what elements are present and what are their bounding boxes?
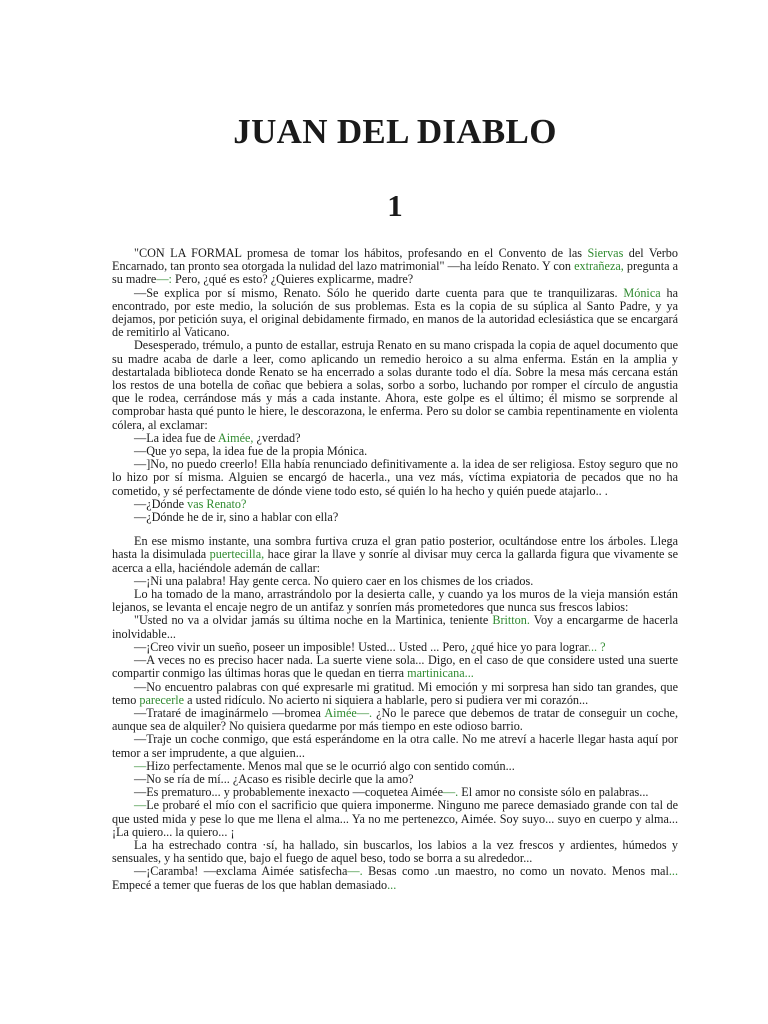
highlighted-text: —. (442, 785, 459, 800)
highlighted-text: parecerle (139, 692, 185, 707)
chapter-text (112, 247, 678, 892)
paragraph (112, 588, 678, 614)
text-segment: —]No, no puedo creerlo! Ella había renunciado definitivamente a. la idea de ser religiosa. Estoy seguro que no lo hizo por sí misma. Alguien se encargó de hacerla., una vez más, víctima expiatoria de pecados que no ha cometido, y sé perfectamente de dónde viene todo esto, sé quién lo ha hecho y quién puede atajarlo.. . (112, 457, 678, 498)
paragraph (112, 839, 678, 865)
paragraph (112, 511, 678, 524)
highlighted-text: — (134, 758, 147, 773)
highlighted-text: vas Renato? (187, 496, 247, 511)
text-segment: Desesperado, trémulo, a punto de estallar, estruja Renato en su mano crispada la copia de aquel documento que su madre acaba de darle a leer, como aplicando un remedio heroico a su alma enferma. Están en la amplia y destartalada biblioteca donde Renato se ha encerrado a solas durante todo el día. Sobre la mesa más cercana están los restos de una botella de coñac que bebiera a solas, sorbo a sorbo, luchando por romper el círculo de angustia que le rodea, cerrándose más y más a cada instante. Ahora, este golpe es el último; él mismo se sorprende al comprobar hasta qué punto le hiere, le descorazona, le enferma. Pero su dolor se cambia repentinamente en violenta cólera, al exclamar: (112, 338, 678, 432)
text-segment: "CON LA FORMAL promesa de tomar los hábitos, profesando en el Convento de las (134, 246, 588, 260)
highlighted-text: — (134, 798, 147, 813)
text-segment: Empecé a temer que fueras de los que hablan demasiado (112, 877, 388, 892)
text-segment: —¡Ni una palabra! Hay gente cerca. No quiero caer en los chismes de los criados. (134, 573, 534, 588)
paragraph (112, 339, 678, 431)
paragraph (112, 707, 678, 733)
highlighted-text: Mónica (623, 285, 661, 300)
text-segment: —Es prematuro... y probablemente inexacto —coquetea Aimée (134, 785, 443, 800)
text-segment: del Verbo Encarnado, tan pronto sea otorgada la nulidad del lazo matrimonial" —ha leído Renato. Y con (112, 246, 678, 274)
paragraph (112, 535, 678, 575)
text-segment: —¿Dónde he de ir, sino a hablar con ella? (134, 510, 339, 525)
highlighted-text: Aimée, (217, 430, 254, 445)
highlighted-text: Aimée—. (324, 705, 373, 720)
text-segment: Hizo perfectamente. Menos mal que se le ocurrió algo con sentido común... (146, 758, 515, 773)
text-segment: —No se ría de mí... ¿Acaso es risible decirle que la amo? (134, 771, 414, 786)
text-segment: —No encuentro palabras con qué expresarle mi gratitud. Mi emoción y mi sorpresa han sido tan grandes, que temo (112, 679, 678, 707)
text-segment: —Que yo sepa, la idea fue de la propia Mónica. (134, 444, 368, 459)
highlighted-text: Britton. (492, 613, 530, 628)
text-segment: En ese mismo instante, una sombra furtiva cruza el gran patio posterior, ocultándose entre los árboles. Llega hasta la disimulada (112, 534, 678, 562)
highlighted-text: —. (347, 864, 363, 879)
paragraph (112, 458, 678, 498)
text-segment: a usted ridículo. No acierto ni siquiera a hablarle, pero si pudiera ver mi corazón... (184, 692, 589, 707)
highlighted-text: ... ? (587, 639, 606, 654)
chapter-number: 1 (387, 188, 403, 223)
highlighted-text: ... (668, 864, 678, 879)
text-segment: —¡Creo vivir un sueño, poseer un imposible! Usted... Usted ... Pero, ¿qué hice yo para lograr (134, 639, 588, 654)
text-segment: El amor no consiste sólo en palabras... (458, 785, 649, 800)
text-segment: Lo ha tomado de la mano, arrastrándolo por la desierta calle, y cuando ya los muros de la vieja mansión están lejanos, se levanta el encaje negro de un antifaz y sonríen más prometedores que nunca sus frescos labios: (112, 587, 678, 615)
text-segment: ¿No le parece que debemos de tratar de conseguir un coche, aunque sea de alquiler? No quisiera quedarme por más tiempo en este odioso barrio. (112, 705, 678, 734)
paragraph (112, 247, 678, 287)
highlighted-text: ... (387, 877, 397, 892)
text-segment: Le probaré el mío con el sacrificio que quiera imponerme. Ninguno me parece demasiado grande con tal de que usted mida y pese lo que me llena el alma... Ya no me pertenezco, Aimée. Soy suyo... suyo en cuerpo y alma... ¡La quiero... la quiero... ¡ (112, 798, 678, 839)
text-segment: —A veces no es preciso hacer nada. La suerte viene sola... Digo, en el caso de que considere usted una suerte compartir conmigo las últimas horas que le quedan en tierra (112, 653, 678, 681)
highlighted-text: martinicana... (407, 666, 474, 681)
highlighted-text: extrañeza, (574, 259, 624, 274)
highlighted-text: Siervas (587, 246, 624, 260)
text-segment: —¿Dónde (134, 496, 188, 511)
text-segment: ha encontrado, por este medio, la solución de sus problemas. Esta es la copia de su súplica al Santo Padre, y ya dejamos, por petición suya, el original debidamente firmado, en manos de la autoridad eclesiástica que se encargará de remitirlo al Vaticano. (112, 285, 678, 340)
text-segment: —¡Caramba! —exclama Aimée satisfecha (134, 864, 348, 879)
text-segment: Pero, ¿qué es esto? ¿Quieres explicarme, madre? (171, 272, 414, 287)
text-segment: "Usted no va a olvidar jamás su última noche en la Martinica, teniente (134, 613, 493, 628)
text-segment: pregunta a su madre (112, 259, 678, 287)
text-segment: Besas como .un maestro, no como un novato. Menos mal (362, 864, 669, 879)
text-segment: —La idea fue de (134, 430, 218, 445)
highlighted-text: —: (156, 272, 172, 287)
text-segment: La ha estrechado contra ·sí, ha hallado, sin buscarlos, los labios a la vez frescos y ardientes, húmedos y sensuales, y ha sentido que, bajo el fuego de aquel beso, todo se borra a su alrededor... (112, 837, 678, 866)
paragraph (112, 287, 678, 340)
paragraph (112, 733, 678, 759)
text-segment: ¿verdad? (253, 430, 301, 445)
text-segment: —Traje un coche conmigo, que está esperándome en la otra calle. No me atreví a hacerle llegar hasta aquí por temor a ser imprudente, a que alguien... (112, 732, 678, 760)
text-segment: —Se explica por sí mismo, Renato. Sólo he querido darte cuenta para que te tranquilizaras. (134, 285, 624, 300)
text-segment: hace girar la llave y sonríe al divisar muy cerca la gallarda figura que vivamente se acerca a ella, haciéndole ademán de callar: (112, 547, 678, 575)
text-segment: —Trataré de imaginármelo —bromea (134, 705, 325, 720)
paragraph (112, 799, 678, 839)
text-segment: Voy a encargarme de hacerla inolvidable... (112, 613, 678, 641)
book-title: JUAN DEL DIABLO (233, 112, 557, 151)
highlighted-text: puertecilla, (209, 547, 265, 562)
paragraph (112, 865, 678, 891)
paragraph (112, 614, 678, 640)
paragraph (112, 681, 678, 707)
paragraph (112, 654, 678, 680)
